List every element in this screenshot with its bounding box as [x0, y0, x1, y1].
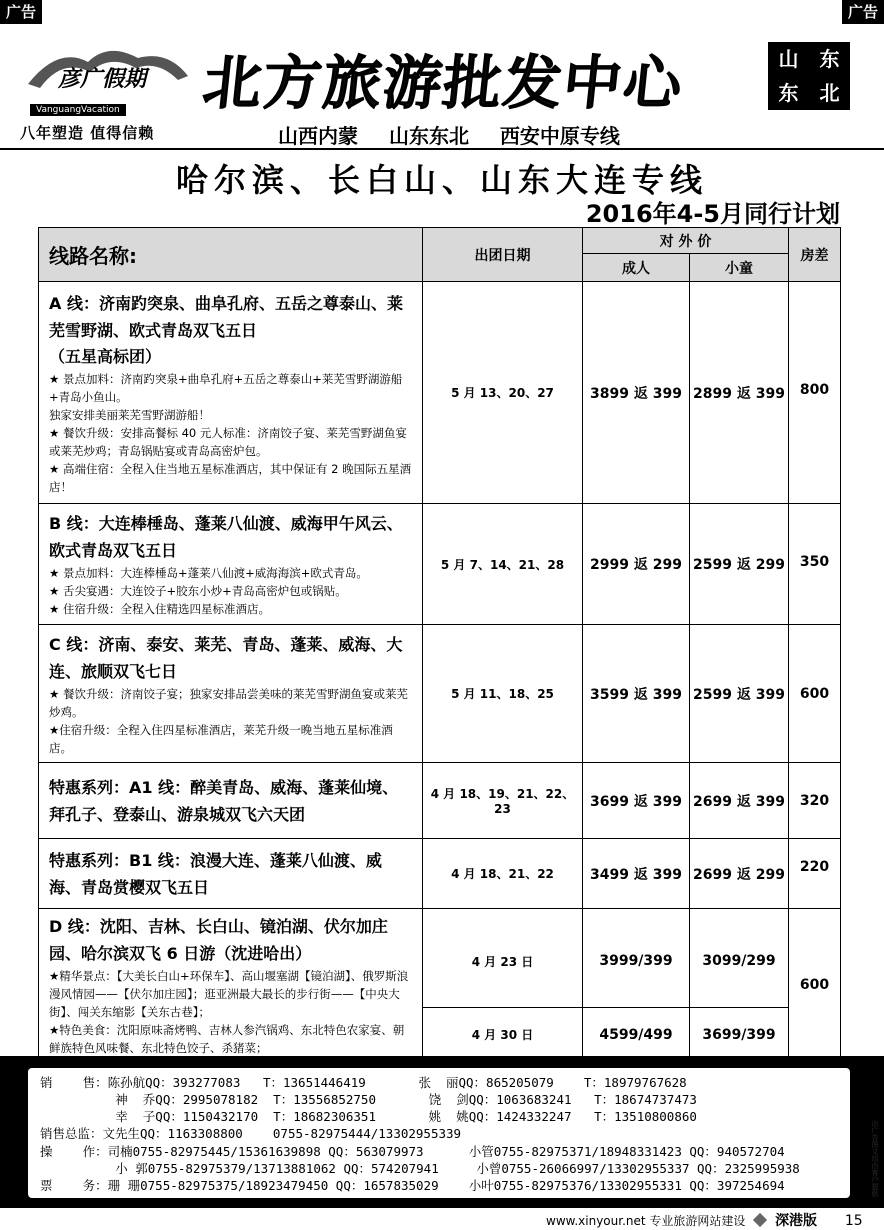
plan-title: 2016年4-5月同行计划	[585, 200, 840, 228]
child-price: 2899 返 399	[690, 282, 789, 504]
adult-price: 2999 返 299	[583, 504, 690, 625]
route-cell	[39, 763, 423, 839]
table-row	[39, 839, 841, 909]
adult-price: 3499 返 399	[583, 839, 690, 909]
room-diff: 600	[789, 909, 841, 1062]
divider	[0, 148, 884, 150]
contact-line: 销售总监：文先生QQ：1163308800 0755-82975444/13302955339	[40, 1126, 462, 1141]
table-row	[39, 504, 841, 625]
child-price: 3699/399	[690, 1008, 789, 1062]
route-detail: ★精华景点：【大美长白山+环保车】、高山堰塞湖【镜泊湖】、俄罗斯浪漫风情园——【伏尔加庄园】；逛亚洲最大最长的步行街——【中央大街】、闯关东缩影【关东古巷】；	[49, 969, 409, 1019]
header-room-diff: 房差	[789, 228, 841, 282]
featured-routes: 山西内蒙 山东东北 西安中原专线	[278, 124, 620, 148]
header-child: 小童	[690, 254, 789, 282]
ad-tag-left: 广告	[0, 0, 42, 24]
route-detail: 独家安排美丽莱芜雪野湖游船！	[49, 407, 210, 422]
route-cell	[39, 504, 423, 625]
route-detail: ★住宿升级：全程入住四星标准酒店，莱芜升级一晚当地五星标准酒店。	[49, 722, 393, 755]
itinerary-table	[38, 227, 841, 1062]
route-detail: ★ 景点加料：济南趵突泉+曲阜孔府+五岳之尊泰山+莱芜雪野湖游船+青岛小鱼山。	[49, 371, 403, 404]
side-note: 出广告图文均由客户提供	[871, 1120, 879, 1197]
site-text: www.xinyour.net 专业旅游网站建设	[546, 1214, 746, 1228]
page-number: 15	[844, 1213, 863, 1229]
table-row	[39, 625, 841, 763]
contact-line: 销 售：陈孙航QQ：393277083 T：13651446419 张 丽QQ：865205079 T：18979767628	[40, 1075, 687, 1090]
badge-char: 东	[819, 47, 840, 71]
child-price: 2699 返 399	[690, 763, 789, 839]
brand-logo	[18, 36, 196, 118]
child-price: 2599 返 299	[690, 504, 789, 625]
contact-line: 幸 子QQ：1150432170 T：18682306351 姚 姚QQ：1424332247 T：13510800860	[40, 1109, 697, 1124]
contact-line: 小 郭0755-82975379/13713881062 QQ：574207941 小曾0755-26066997/13302955337 QQ：2325995938	[40, 1161, 800, 1176]
departure-date: 4 月 18、21、22	[423, 839, 583, 909]
adult-price: 3699 返 399	[583, 763, 690, 839]
adult-price: 3999/399	[583, 909, 690, 1008]
route-subtitle: （五星高标团）	[49, 346, 162, 366]
contact-panel	[28, 1068, 850, 1198]
departure-date: 5 月 13、20、27	[423, 282, 583, 504]
badge-char: 东	[778, 81, 799, 105]
route-cell	[39, 625, 423, 763]
route-detail: ★ 舌尖宴遇：大连饺子+胶东小炒+青岛高密炉包或锅贴。	[49, 584, 347, 598]
adult-price: 3599 返 399	[583, 625, 690, 763]
header-route: 线路名称:	[39, 228, 423, 282]
header-adult: 成人	[583, 254, 690, 282]
route-cell	[39, 282, 423, 504]
departure-date: 4 月 30 日	[423, 1008, 583, 1062]
adult-price: 4599/499	[583, 1008, 690, 1062]
slogan: 八年塑造 值得信赖	[20, 124, 155, 142]
route-detail: ★ 餐饮升级：济南饺子宴；独家安排品尝美味的莱芜雪野湖鱼宴或莱芜炒鸡。	[49, 686, 408, 719]
headline: 哈尔滨、长白山、山东大连专线	[175, 161, 708, 199]
logo-subtitle: VanguangVacation	[30, 104, 126, 116]
route-title: C 线：济南、泰安、莱芜、青岛、蓬莱、威海、大连、旅顺双飞七日	[49, 634, 403, 681]
route-detail: ★ 餐饮升级：安排高餐标 40 元人标准：济南饺子宴、莱芜雪野湖鱼宴或莱芜炒鸡；青岛锅贴宴或青岛高密炉包。	[49, 425, 407, 458]
departure-date: 5 月 7、14、21、28	[423, 504, 583, 625]
header-price: 对 外 价	[583, 228, 789, 254]
ad-tag-right: 广告	[842, 0, 884, 24]
region-badge	[768, 42, 850, 110]
adult-price: 3899 返 399	[583, 282, 690, 504]
contact-line: 票 务：珊 珊0755-82975375/18923479450 QQ：1657835029 小叶0755-82975376/13302955331 QQ：397254694	[40, 1178, 785, 1193]
room-diff: 600	[789, 625, 841, 763]
main-title: 北方旅游批发中心	[199, 49, 688, 117]
child-price: 2599 返 399	[690, 625, 789, 763]
route-detail: ★ 住宿升级：全程入住精选四星标准酒店。	[49, 602, 270, 616]
room-diff: 800	[789, 282, 841, 504]
table-row	[39, 763, 841, 839]
edition: 深港版	[775, 1213, 818, 1229]
contact-line: 操 作：司楠0755-82975445/15361639898 QQ：563079973 小管0755-82975371/18948331423 QQ：940572704	[40, 1144, 785, 1159]
page-footer	[546, 1210, 863, 1230]
table-row	[39, 282, 841, 504]
room-diff: 320	[789, 763, 841, 839]
route-detail: ★ 景点加料：大连棒棰岛+蓬莱八仙渡+威海海滨+欧式青岛。	[49, 566, 368, 580]
departure-date: 4 月 18、19、21、22、23	[423, 763, 583, 839]
route-title: 特惠系列：A1 线：醉美青岛、威海、蓬莱仙境、拜孔子、登泰山、游泉城双飞六天团	[49, 777, 399, 824]
child-price: 2699 返 299	[690, 839, 789, 909]
departure-date: 5 月 11、18、25	[423, 625, 583, 763]
route-title: A 线：济南趵突泉、曲阜孔府、五岳之尊泰山、莱芜雪野湖、欧式青岛双飞五日	[49, 293, 403, 340]
route-detail: ★ 高端住宿：全程入住当地五星标准酒店，其中保证有 2 晚国际五星酒店！	[49, 461, 412, 494]
route-cell	[39, 839, 423, 909]
room-diff: 220	[789, 839, 841, 909]
route-cell	[39, 909, 423, 1062]
badge-char: 山	[778, 47, 799, 71]
contact-line: 神 乔QQ：2995078182 T：13556852750 饶 剑QQ：1063683241 T：18674737473	[40, 1092, 697, 1107]
route-title: D 线：沈阳、吉林、长白山、镜泊湖、伏尔加庄园、哈尔滨双飞 6 日游（沈进哈出）	[49, 917, 388, 963]
table-row	[39, 909, 841, 1008]
child-price: 3099/299	[690, 909, 789, 1008]
logo-name: 彦广假期	[58, 66, 147, 92]
route-title: 特惠系列：B1 线：浪漫大连、蓬莱八仙渡、威海、青岛赏樱双飞五日	[49, 850, 382, 897]
departure-date: 4 月 23 日	[423, 909, 583, 1008]
room-diff: 350	[789, 504, 841, 625]
badge-char: 北	[819, 81, 840, 105]
route-detail: ★特色美食：沈阳原味斋烤鸭、吉林人参汽锅鸡、东北特色农家宴、朝鲜族特色风味餐、东北特色饺子、杀猪菜；	[49, 1023, 405, 1055]
route-title: B 线：大连棒棰岛、蓬莱八仙渡、威海甲午风云、欧式青岛双飞五日	[49, 514, 403, 560]
header-date: 出团日期	[423, 228, 583, 282]
diamond-icon	[753, 1213, 767, 1227]
